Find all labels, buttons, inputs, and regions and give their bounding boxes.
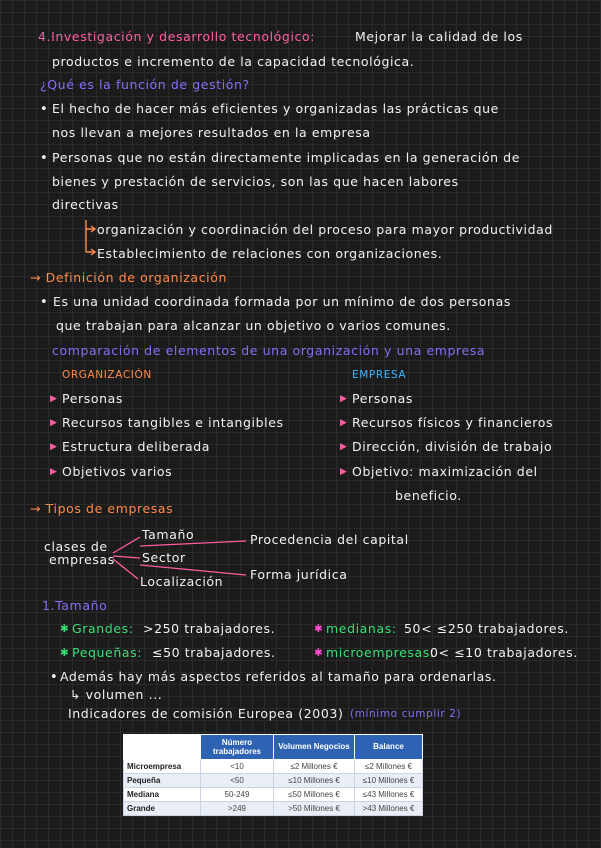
asterisk-icon: ✱ (314, 647, 324, 659)
pequenas-text: ≤50 trabajadores. (152, 645, 276, 660)
table-header-cell: Balance (355, 735, 423, 760)
emp-item-cont: beneficio. (395, 488, 462, 503)
branch-procedencia: Procedencia del capital (250, 532, 409, 547)
table-header-row (124, 735, 423, 760)
gestion-bullet2-2: bienes y prestación de servicios, son las que hacen labores (52, 174, 459, 189)
table-cell: ≤50 Millones € (274, 788, 355, 802)
arrow-bullet-icon: ▶ (50, 442, 58, 452)
note-line-1: Además hay más aspectos referidos al tamaño para ordenarlas. (60, 669, 497, 684)
tipos-heading: → Tipos de empresas (30, 501, 174, 516)
table-row (124, 774, 423, 788)
table-cell: Microempresa (124, 760, 201, 774)
table-row (124, 802, 423, 816)
grandes-text: >250 trabajadores. (143, 621, 276, 636)
gestion-bullet1-1: El hecho de hacer más eficientes y organizadas las prácticas que (52, 101, 499, 116)
arrow-bullet-icon: ▶ (50, 394, 58, 404)
bullet-dot-icon: • (40, 295, 49, 310)
arrow-bullet-icon: ▶ (340, 442, 348, 452)
table-cell: <10 (201, 760, 274, 774)
branch-sector: Sector (142, 550, 186, 565)
gestion-bullet2-1: Personas que no están directamente implicadas en la generación de (52, 150, 521, 165)
bullet-dot-icon: • (50, 670, 59, 685)
table-cell: ≤2 Millones € (274, 760, 355, 774)
section4-title: 4.Investigación y desarrollo tecnológico: (38, 29, 316, 44)
indicators-table (123, 734, 423, 816)
table-cell: >249 (201, 802, 274, 816)
emp-item: Recursos físicos y financieros (352, 415, 554, 430)
note-line-2: ↳ volumen ... (70, 687, 163, 702)
branch-tamano: Tamaño (142, 527, 195, 542)
section4-text-1: Mejorar la calidad de los (355, 29, 523, 44)
section4-text-2: productos e incremento de la capacidad tecnológica. (52, 54, 415, 69)
col-org-title: ORGANIZACIÓN (62, 369, 152, 381)
org-item: Recursos tangibles e intangibles (62, 415, 284, 430)
emp-item: Dirección, división de trabajo (352, 439, 553, 454)
gestion-question: ¿Qué es la función de gestión? (40, 77, 250, 92)
arrow-bullet-icon: ▶ (340, 418, 348, 428)
org-item: Personas (62, 391, 123, 406)
medianas-label: medianas: (326, 621, 397, 636)
gestion-bullet1-2: nos llevan a mejores resultados en la empresa (52, 125, 371, 140)
table-cell: ≤10 Millones € (274, 774, 355, 788)
comparison-title: comparación de elementos de una organización y una empresa (52, 343, 486, 358)
org-item: Estructura deliberada (62, 439, 211, 454)
table-header-cell (124, 735, 201, 760)
asterisk-icon: ✱ (314, 623, 324, 635)
table-cell: Mediana (124, 788, 201, 802)
branch-localizacion: Localización (140, 574, 224, 589)
table-row (124, 760, 423, 774)
branch-forma-juridica: Forma jurídica (250, 567, 348, 582)
emp-item: Personas (352, 391, 413, 406)
grandes-label: Grandes: (72, 621, 134, 636)
clases-label-1: clases de (44, 539, 108, 554)
col-emp-title: EMPRESA (352, 369, 407, 381)
indicators-note: (mínimo cumplir 2) (350, 708, 462, 720)
table-cell: Pequeña (124, 774, 201, 788)
gestion-bullet2-3: directivas (52, 197, 119, 212)
table-header-cell: Volumen Negocios (274, 735, 355, 760)
table-cell: >43 Millones € (355, 802, 423, 816)
arrow-bullet-icon: ▶ (340, 394, 348, 404)
organizacion-def-1: Es una unidad coordinada formada por un mínimo de dos personas (53, 294, 511, 309)
organizacion-heading: → Definición de organización (30, 270, 228, 285)
table-cell: ≤43 Millones € (355, 788, 423, 802)
table-cell: Grande (124, 802, 201, 816)
tamano-heading: 1.Tamaño (42, 598, 108, 613)
table-header-cell: Número trabajadores (201, 735, 274, 760)
micro-text: 0< ≤10 trabajadores. (430, 645, 578, 660)
organizacion-def-2: que trabajan para alcanzar un objetivo o varios comunes. (56, 318, 451, 333)
gestion-sub-1: organización y coordinación del proceso para mayor productividad (97, 222, 553, 237)
table-cell: ≤10 Millones € (355, 774, 423, 788)
arrow-bullet-icon: ▶ (50, 418, 58, 428)
table-cell: ≤2 Millones € (355, 760, 423, 774)
table-cell: 50-249 (201, 788, 274, 802)
medianas-text: 50< ≤250 trabajadores. (404, 621, 569, 636)
pequenas-label: Pequeñas: (72, 645, 143, 660)
table-cell: >50 Millones € (274, 802, 355, 816)
table-cell: <50 (201, 774, 274, 788)
gestion-sub-2: Establecimiento de relaciones con organizaciones. (97, 246, 443, 261)
micro-label: microempresas: (326, 645, 435, 660)
indicators-title: Indicadores de comisión Europea (2003) (68, 706, 344, 721)
arrow-bullet-icon: ▶ (340, 467, 348, 477)
clases-label-2: empresas (49, 552, 115, 567)
asterisk-icon: ✱ (60, 623, 70, 635)
bullet-dot-icon: • (40, 151, 49, 166)
org-item: Objetivos varios (62, 464, 173, 479)
emp-item: Objetivo: maximización del (352, 464, 538, 479)
arrow-bullet-icon: ▶ (50, 467, 58, 477)
bullet-dot-icon: • (40, 102, 49, 117)
table-row (124, 788, 423, 802)
asterisk-icon: ✱ (60, 647, 70, 659)
